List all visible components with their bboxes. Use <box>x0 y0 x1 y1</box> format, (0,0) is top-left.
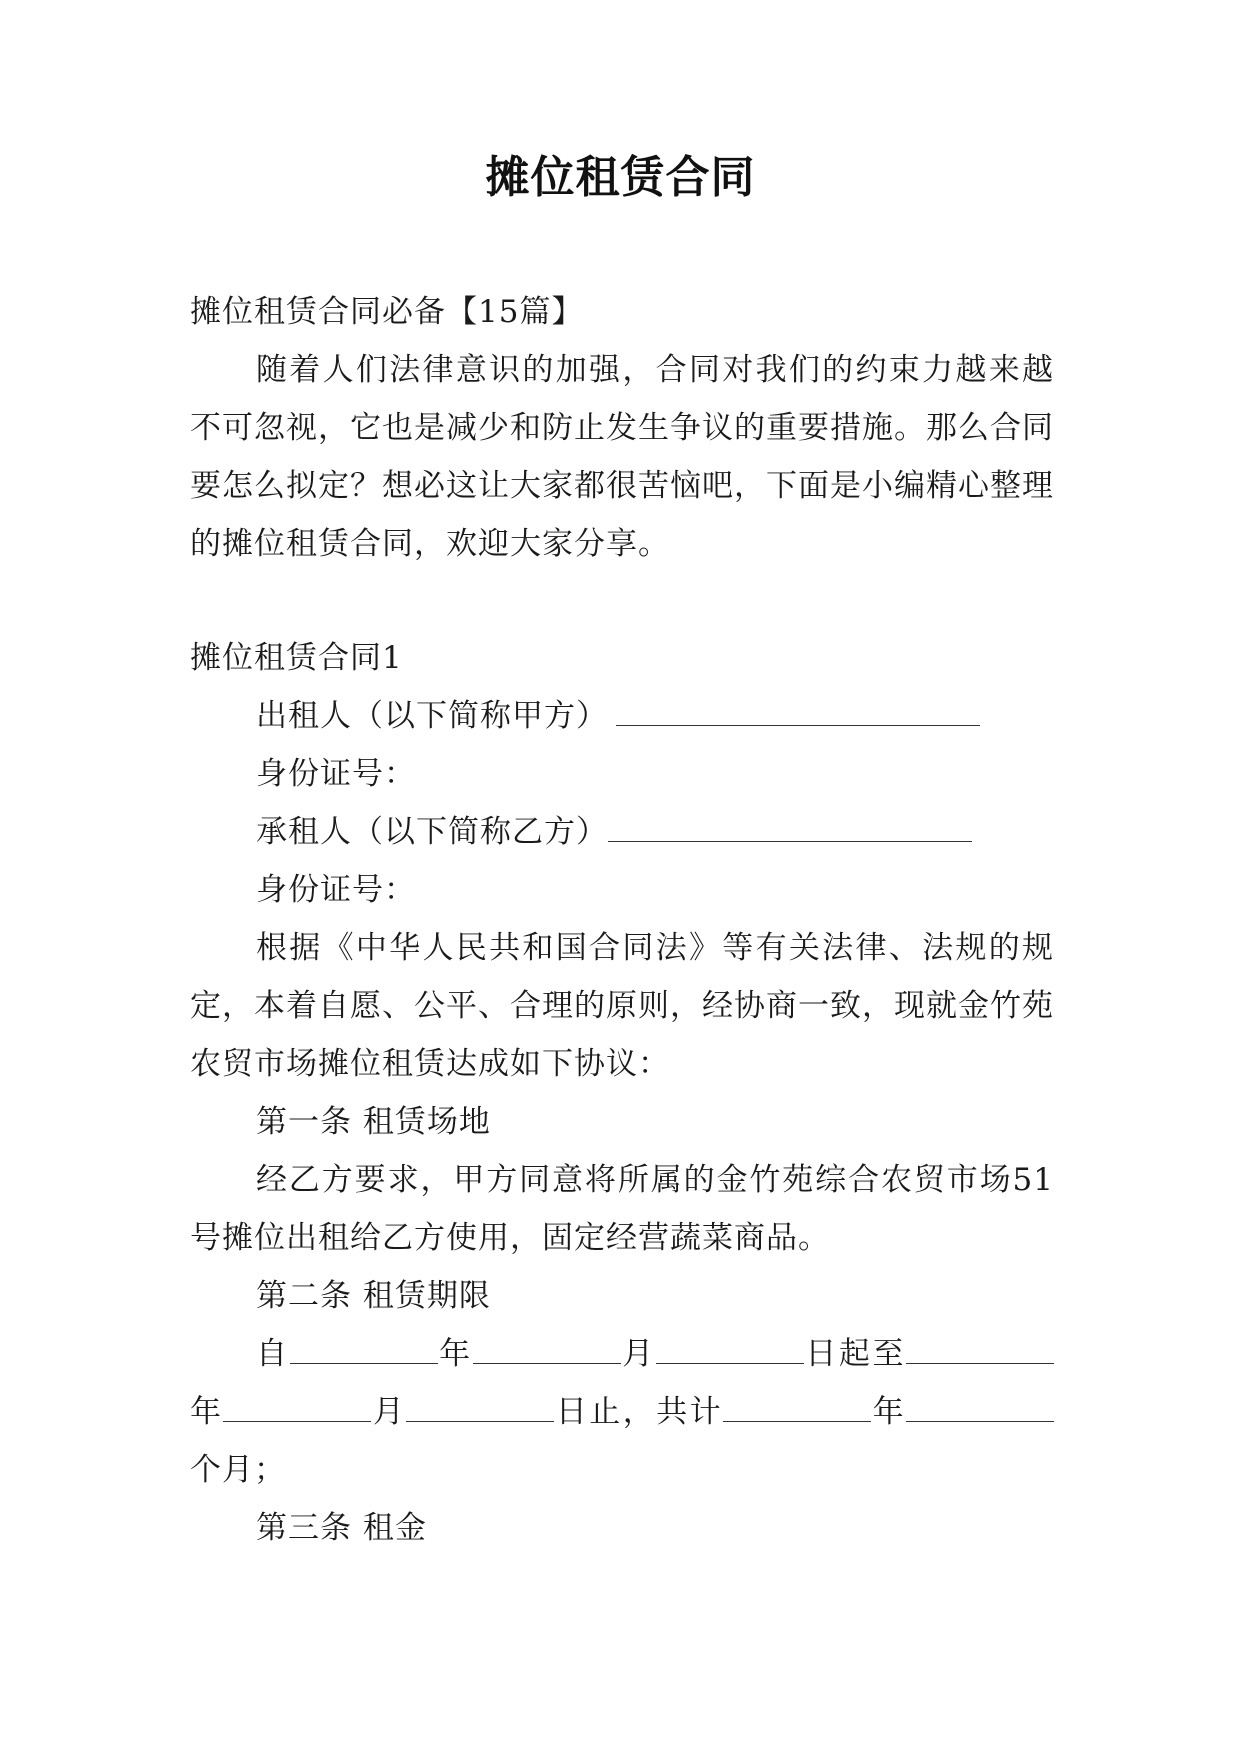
start-year-blank[interactable] <box>290 1333 438 1364</box>
term-month-1: 月 <box>620 1336 656 1372</box>
lessor-line <box>190 687 1054 745</box>
total-years-blank[interactable] <box>723 1391 871 1422</box>
start-day-blank[interactable] <box>656 1333 804 1364</box>
term-months-end: 个月； <box>190 1452 286 1488</box>
lessor-name-blank[interactable] <box>616 695 980 726</box>
intro-heading: 摊位租赁合同必备【15篇】 <box>190 294 584 330</box>
article2-heading: 第二条 租赁期限 <box>256 1278 491 1314</box>
term-from: 自 <box>256 1336 290 1372</box>
lessee-name-blank[interactable] <box>608 811 972 842</box>
lessee-line <box>190 803 1054 861</box>
term-month-2: 月 <box>371 1394 407 1430</box>
term-year-2: 年 <box>190 1394 224 1430</box>
start-month-blank[interactable] <box>473 1333 621 1364</box>
intro-paragraph: 随着人们法律意识的加强，合同对我们的约束力越来越不可忽视，它也是减少和防止发生争议的重要措施。那么合同要怎么拟定？想必这让大家都很苦恼吧，下面是小编精心整理的摊位租赁合同，欢迎大家分享。 <box>190 352 1054 562</box>
document-title: 摊位租赁合同 <box>485 152 756 203</box>
term-day-end: 日止，共计 <box>554 1394 724 1430</box>
basis-paragraph: 根据《中华人民共和国合同法》等有关法律、法规的规定，本着自愿、公平、合理的原则，经协商一致，现就金竹苑农贸市场摊位租赁达成如下协议： <box>190 930 1054 1082</box>
term-day-start: 日起至 <box>803 1336 907 1372</box>
term-year-3: 年 <box>871 1394 907 1430</box>
article1-text: 经乙方要求，甲方同意将所属的金竹苑综合农贸市场51号摊位出租给乙方使用，固定经营蔬菜商品。 <box>190 1162 1054 1256</box>
lessee-id-label: 身份证号： <box>256 872 416 908</box>
end-day-blank[interactable] <box>406 1391 554 1422</box>
document-body <box>190 283 1054 1557</box>
section-spacer <box>190 573 1054 629</box>
end-year-blank[interactable] <box>906 1333 1054 1364</box>
end-month-blank[interactable] <box>223 1391 371 1422</box>
article1-heading: 第一条 租赁场地 <box>256 1104 491 1140</box>
term-year-1: 年 <box>437 1336 473 1372</box>
lessee-label: 承租人（以下简称乙方） <box>256 814 608 850</box>
lessor-id-label: 身份证号： <box>256 756 416 792</box>
section-heading: 摊位租赁合同1 <box>190 640 403 676</box>
article2-term-text <box>190 1325 1054 1499</box>
total-months-blank[interactable] <box>906 1391 1054 1422</box>
article3-heading: 第三条 租金 <box>256 1510 427 1546</box>
lessor-label: 出租人（以下简称甲方） <box>256 698 608 734</box>
